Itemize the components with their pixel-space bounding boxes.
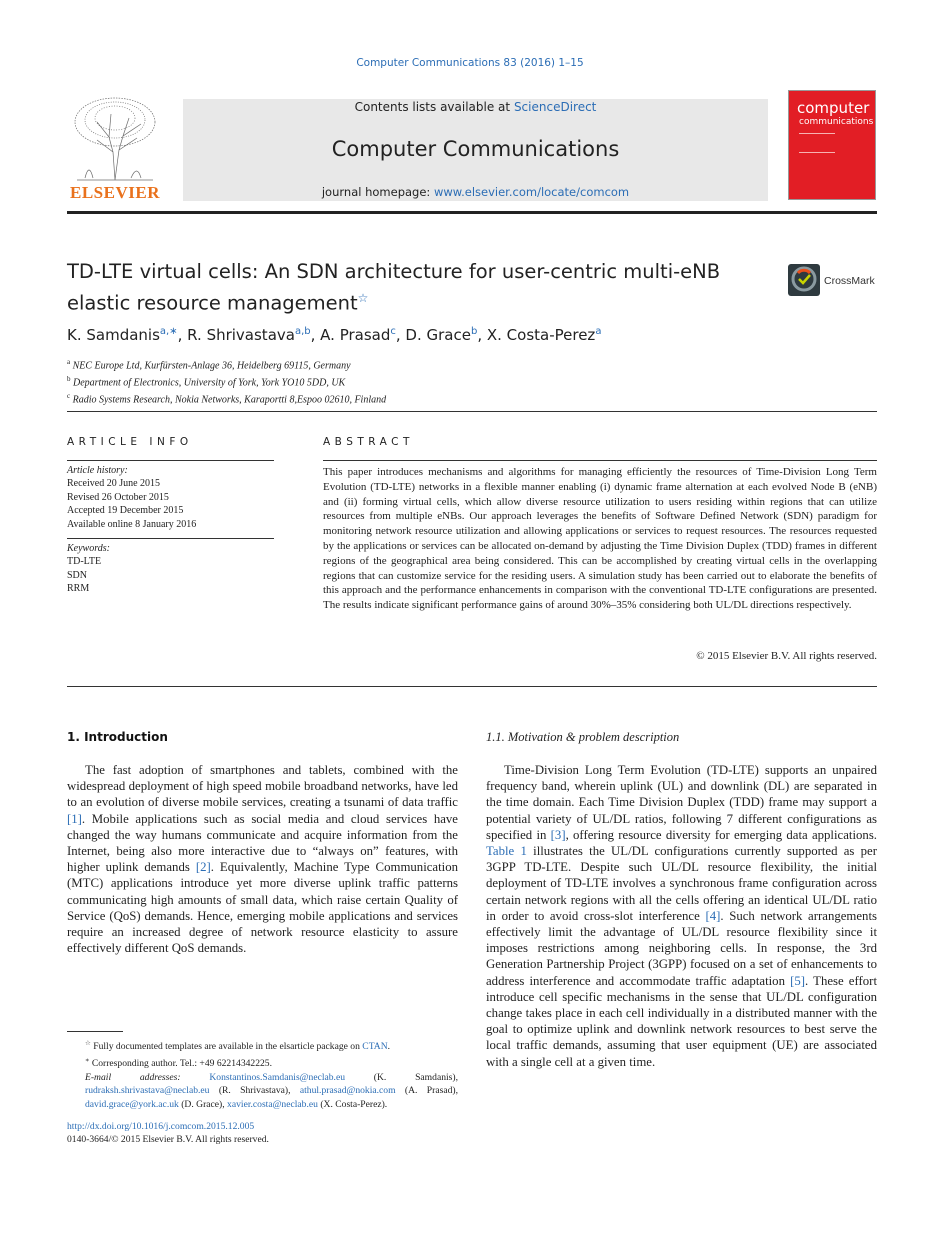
copyright-notice: © 2015 Elsevier B.V. All rights reserved. [696, 650, 877, 662]
email-link[interactable]: david.grace@york.ac.uk [85, 1098, 179, 1110]
affiliation: $^b$ Department of Electronics, University of York, York YO10 5DD, UK [67, 374, 346, 389]
keywords [67, 542, 274, 596]
keyword: RRM [67, 583, 90, 595]
paragraph-text: . These effort introduce cell specific mechanisms in the sense that UL/DL configuration change takes place in each cell individually in a distributed manner with the goal to optimize uplink and downlink network resources to best serve the local traffic demands, assuming that user equipment (UE) are associated with a single cell at a given time. [486, 973, 877, 1069]
keyword: TD-LTE [67, 556, 102, 568]
history-item: Available online 8 January 2016 [67, 518, 197, 530]
article-history [67, 464, 274, 531]
author-affil-sup[interactable]: a,∗ [159, 326, 178, 337]
keywords-label: Keywords: [67, 543, 110, 554]
issn-line: 0140-3664/© 2015 Elsevier B.V. All rights reserved. [67, 1134, 269, 1146]
article-info-heading: ARTICLE INFO [67, 436, 193, 448]
crossmark-label[interactable]: CrossMark [824, 275, 875, 287]
author-affil-sup[interactable]: c [390, 326, 396, 337]
abstract-text: This paper introduces mechanisms and algorithms for managing efficiently the resources of Time-Division Long Term Evolution (TD-LTE) networks in a flexible manner enabling (i) dynamic frame alternation at each evolved Node B (eNB) and (ii) forming virtual cells, which allow diverse resource utilization to users residing within regions that can utilize resources from multiple eNBs. Our approach leverages the benefits of Software Defined Network (SDN) paradigm for monitoring network resource utilization and allowing applications or services to request resources. The resources requested by the applications or services can be allocated on-demand by adjusting the Time Division Duplex (TDD) frames in different regions of the geographical area being considered. This can be accomplished by creating virtual cells in the overlapping regions that can customize service for the residing users. A simulation study has been carried out to elaborate the benefits of this approach and the performance enhancements in comparison with the conventional TD-LTE configurations are presented. The results indicate significant performance gains of around 30%–35% considering both UL/DL directions respectively. [323, 466, 877, 612]
paragraph-text: . Such network arrangements effectively limit the advantage of UL/DL resource flexibility since it imposes restrictions among neighboring cells. In response, the 3rd Generation Partnership Project (3GPP) focused on a set of enhancements to address interference and accommodate traffic adaptation [486, 908, 877, 988]
header-rule [67, 211, 877, 214]
author-name: K. Samdanis [67, 326, 160, 344]
affiliation-list [67, 356, 867, 406]
history-item: Received 20 June 2015 [67, 478, 161, 490]
paragraph-text: . Equivalently, Machine Type Communication (MTC) applications introduce yet more diverse uplink traffic patterns communicating high amounts of small data, which raise certain Quality of Service (QoS) demands. Hence, emerging mobile applications and services require an increased degree of network resource elasticity to assure effectively different QoS demands. [67, 860, 459, 956]
doi-block [67, 1120, 269, 1146]
crossmark-icon[interactable] [788, 264, 820, 296]
divider [67, 538, 274, 539]
citation-link[interactable]: [2] [195, 860, 211, 875]
author-affil-sup[interactable]: a [595, 326, 602, 337]
author-name: R. Shrivastava [187, 326, 295, 344]
subsection-heading: 1.1. Motivation & problem description [486, 730, 680, 744]
author-list: K. Samdanis$^{a,∗}$, R. Shrivastava$^{a,b}$, A. Prasad$^c$, D. Grace$^b$, X. Costa-Perez$^a$ [67, 326, 602, 344]
ctan-link[interactable]: CTAN [362, 1041, 388, 1053]
contents-line: Contents lists available at ScienceDirect [354, 100, 597, 114]
divider [67, 686, 877, 687]
footnote-emails: E-mail addresses: Konstantinos.Samdanis@neclab.eu (K. Samdanis), rudraksh.shrivastava@neclab.eu (R. Shrivastava), athul.prasad@nokia.com (A. Prasad), david.grace@york.ac.uk (D. Grace), xavier.costa@neclab.eu (X. Costa-Perez). [85, 1071, 458, 1110]
cover-decoration [799, 133, 835, 153]
divider [67, 460, 274, 461]
affiliation: $^c$ Radio Systems Research, Nokia Networks, Karaportti 8,Espoo 02610, Finland [67, 391, 387, 405]
footnote-corresponding: ∗ Corresponding author. Tel.: +49 62214342225. [85, 1056, 272, 1069]
paragraph-text: Time-Division Long Term Evolution (TD-LTE) supports an unpaired frequency band, wherein uplink (UL) and downlink (DL) are separated in the time domain. Each Time Division Duplex (TDD) frame may support a potential variety of UL/DL ratios, following 7 different configurations as specified in [486, 763, 877, 842]
citation-link[interactable]: [1] [67, 811, 82, 826]
citation-link[interactable]: Table 1 [486, 844, 527, 859]
citation-link[interactable]: [5] [790, 973, 806, 988]
abstract-heading: ABSTRACT [323, 436, 414, 448]
cover-subtitle: communications [799, 117, 874, 127]
journal-reference-link[interactable]: Computer Communications 83 (2016) 1–15 [356, 57, 584, 69]
author-name: D. Grace [405, 326, 471, 344]
author-name: A. Prasad [320, 326, 391, 344]
paragraph-text: illustrates the UL/DL configurations currently supported as per 3GPP TD-LTE. Despite such UL/DL resource flexibility, the initial deployment of TD-LTE involves a synchronous frame configuration across certain network regions with all the cells offering an identical UL/DL ratio in order to avoid cross-slot interference [486, 844, 877, 923]
sciencedirect-link[interactable]: ScienceDirect [513, 100, 597, 114]
doi-link[interactable]: http://dx.doi.org/10.1016/j.comcom.2015.12.005 [67, 1121, 255, 1132]
paragraph-text: The fast adoption of smartphones and tablets, combined with the widespread deployment of high speed mobile broadband networks, have led to an evolution of diverse mobile services, creating a tsunami of data traffic [67, 763, 458, 810]
citation-link[interactable]: [4] [705, 908, 721, 923]
email-link[interactable]: rudraksh.shrivastava@neclab.eu [85, 1085, 210, 1097]
citation-link[interactable]: [3] [550, 827, 566, 842]
history-label: Article history: [67, 465, 128, 476]
affiliation: $^a$ NEC Europe Ltd, Kurfürsten-Anlage 36, Heidelberg 69115, Germany [67, 358, 351, 372]
author-name: X. Costa-Perez [486, 326, 596, 344]
email-link[interactable]: xavier.costa@neclab.eu [227, 1098, 318, 1110]
footnote-rule [67, 1031, 123, 1032]
footnotes [67, 1037, 458, 1111]
publisher-logo-text: ELSEVIER [70, 183, 160, 202]
divider [323, 460, 877, 461]
journal-cover-thumbnail [788, 90, 876, 200]
email-link[interactable]: athul.prasad@nokia.com [299, 1085, 396, 1097]
divider [67, 411, 877, 412]
history-item: Revised 26 October 2015 [67, 491, 169, 503]
footnote-star: ☆ Fully documented templates are available in the elsarticle package on CTAN. [85, 1040, 391, 1053]
paragraph-text: . Mobile applications such as social media and cloud services have changed the way humans communicate and acquire information from the Internet, being also more interactive due to “always on” features, with higher uplink demands [67, 811, 458, 875]
motivation-paragraph [486, 762, 877, 1070]
author-affil-sup[interactable]: a,b [294, 326, 311, 337]
author-affil-sup[interactable]: b [470, 326, 478, 337]
email-link[interactable]: Konstantinos.Samdanis@neclab.eu [209, 1071, 346, 1083]
intro-paragraph [67, 762, 458, 956]
article-title: TD-LTE virtual cells: An SDN architecture for user-centric multi-eNB elastic resource management☆ [67, 260, 721, 315]
section-heading: 1. Introduction [67, 730, 168, 744]
paragraph-text: , offering resource diversity for emerging data applications. [565, 827, 877, 842]
journal-title: Computer Communications [331, 137, 620, 161]
journal-homepage-link[interactable]: www.elsevier.com/locate/comcom [433, 185, 630, 199]
keyword: SDN [67, 569, 88, 581]
cover-title: computer [797, 99, 870, 117]
homepage-line: journal homepage: www.elsevier.com/locate/comcom [321, 185, 630, 199]
history-item: Accepted 19 December 2015 [67, 505, 184, 517]
title-footnote-mark[interactable]: ☆ [357, 291, 369, 305]
